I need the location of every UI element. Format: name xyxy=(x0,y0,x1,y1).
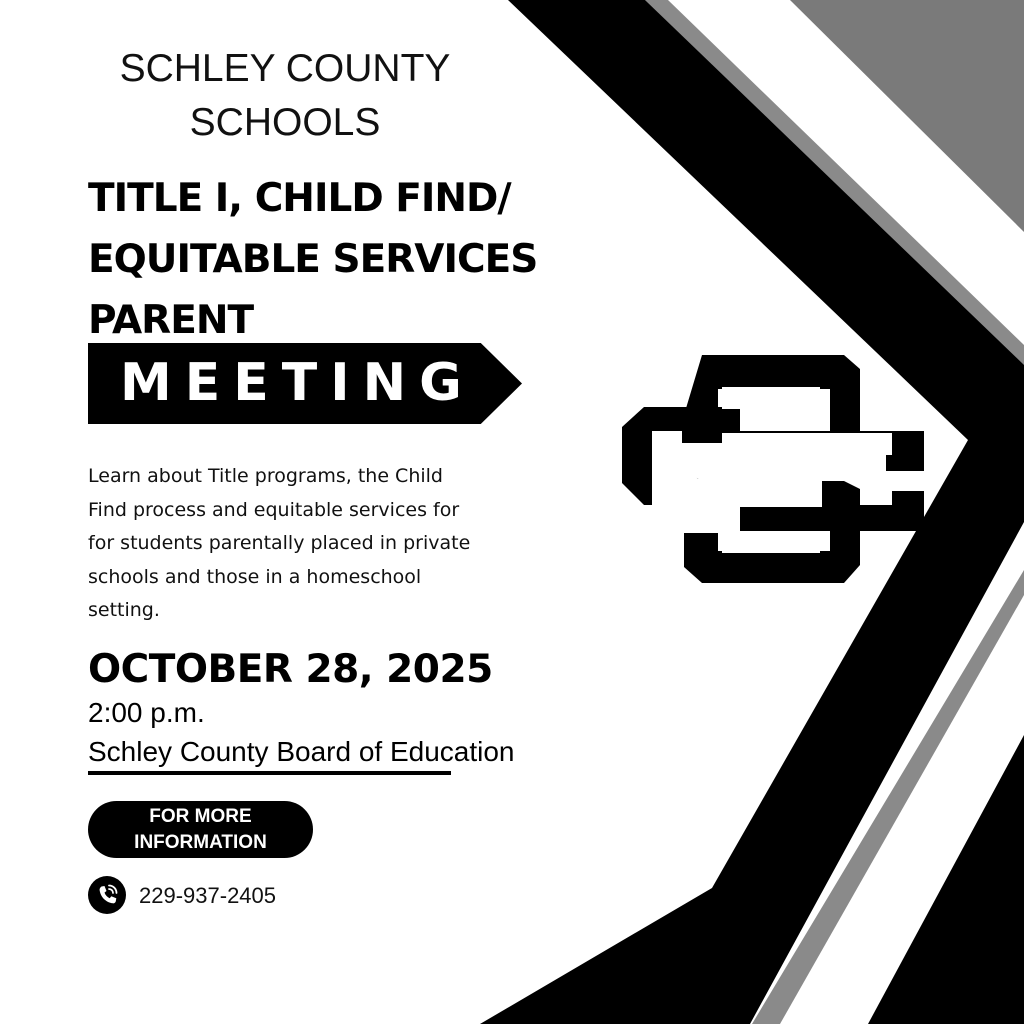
event-venue: Schley County Board of Education xyxy=(88,736,515,767)
event-date: OCTOBER 28, 2025 xyxy=(88,647,493,692)
logo-bottom-slot xyxy=(722,531,820,553)
logo-c-lower xyxy=(860,489,892,505)
event-description xyxy=(88,460,518,628)
logo-top-slot xyxy=(722,387,820,409)
title-line-3: PARENT xyxy=(88,298,254,343)
description-line-1: Learn about Title programs, the Child xyxy=(88,465,443,487)
phone-icon xyxy=(88,876,126,914)
description-line-3: for students parentally placed in private xyxy=(88,532,471,554)
info-button-line-2: INFORMATION xyxy=(134,831,267,853)
black-corner-wedge xyxy=(868,735,1024,1024)
description-line-2: Find process and equitable services for xyxy=(88,498,460,521)
sc-monogram-logo xyxy=(622,355,924,583)
description-line-5: setting. xyxy=(88,599,160,621)
event-title xyxy=(88,168,648,351)
event-time: 2:00 p.m. xyxy=(88,697,205,728)
logo-s-middle xyxy=(722,433,892,455)
title-line-2: EQUITABLE SERVICES xyxy=(88,237,538,282)
venue-underline xyxy=(88,771,451,775)
description-line-4: schools and those in a homeschool xyxy=(88,565,422,588)
meeting-banner-label: MEETING xyxy=(120,353,475,413)
more-information-button[interactable] xyxy=(88,801,313,858)
info-button-line-1: FOR MORE xyxy=(149,805,252,827)
district-heading xyxy=(60,42,510,150)
phone-number: 229-937-2405 xyxy=(139,883,277,908)
title-line-1: TITLE I, CHILD FIND/ xyxy=(88,176,511,221)
district-line-1: SCHLEY COUNTY xyxy=(119,47,451,90)
district-line-2: SCHOOLS xyxy=(189,101,381,144)
